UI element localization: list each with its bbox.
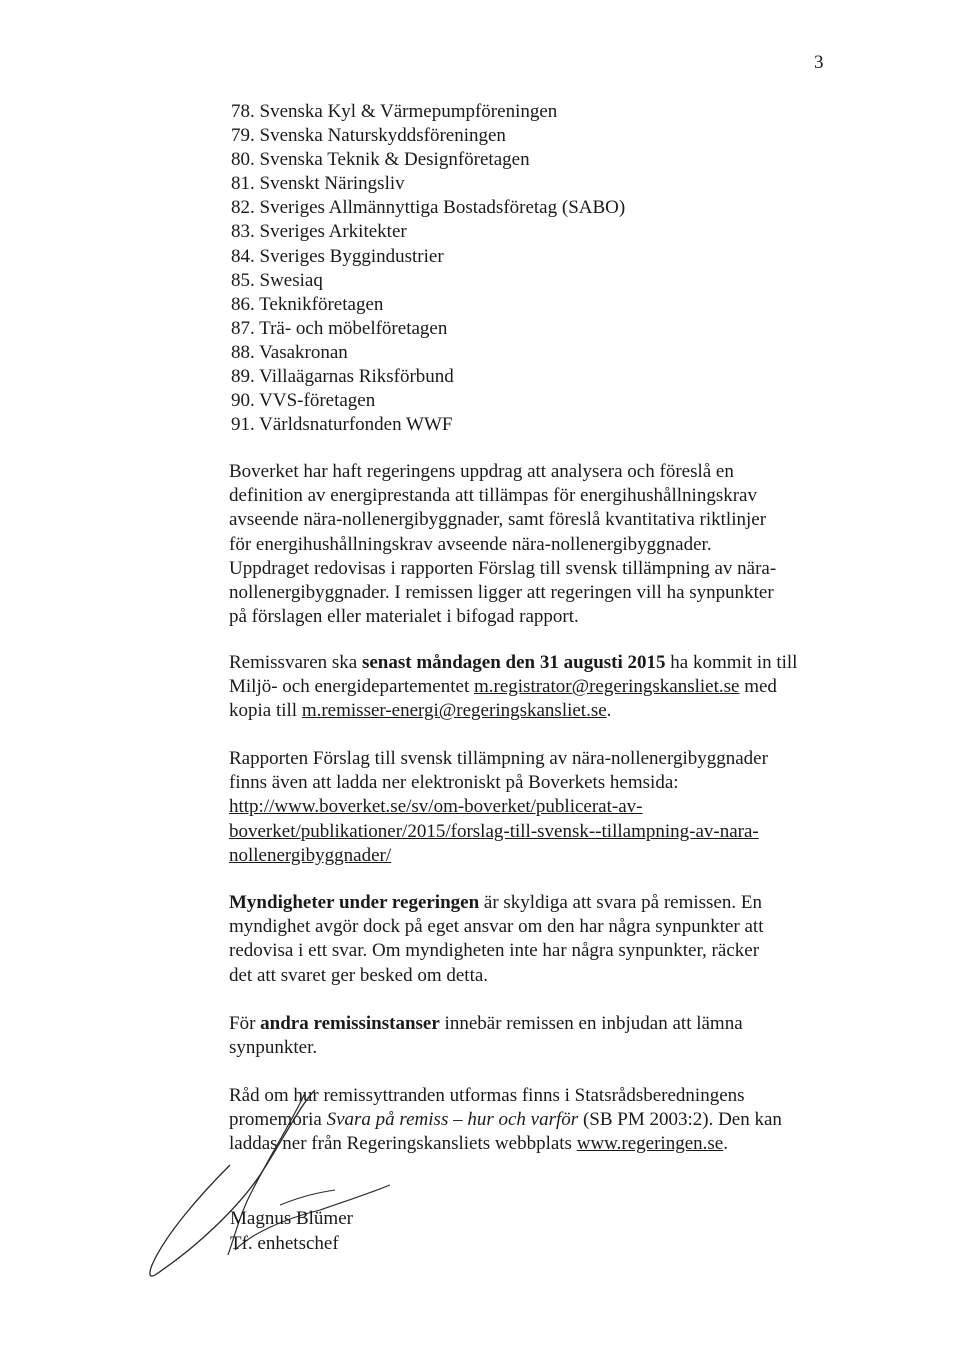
paragraph-line: för energihushållningskrav avseende nära-nollenergibyggnader. (229, 533, 712, 555)
text: För (229, 1013, 261, 1034)
paragraph-line: myndighet avgör dock på eget ansvar om den har några synpunkter att (229, 916, 764, 938)
list-item: 90. VVS-företagen (231, 390, 376, 412)
list-item: 84. Sveriges Byggindustrier (231, 245, 444, 267)
list-item: 91. Världsnaturfonden WWF (231, 414, 453, 436)
list-item: 86. Teknikföretagen (231, 293, 384, 315)
paragraph-line: Råd om hur remissyttranden utformas finns i Statsrådsberedningens (229, 1085, 745, 1106)
paragraph-line: nollenergibyggnader. I remissen ligger att regeringen vill ha synpunkter (229, 582, 774, 604)
signatory-title: Tf. enhetschef (230, 1233, 339, 1254)
text: Miljö- och energidepartementet (229, 676, 474, 698)
authorities-paragraph (229, 891, 839, 988)
other-bodies-bold: andra remissinstanser (260, 1013, 440, 1034)
text: ha kommit in till (665, 652, 798, 673)
signature-block (230, 1206, 353, 1256)
list-item: 79. Svenska Naturskyddsföreningen (231, 125, 506, 147)
paragraph-line: definition av energiprestanda att tillämpas för energihushållningskrav (229, 485, 757, 507)
text: Remissvaren ska (229, 652, 362, 673)
list-item: 87. Trä- och möbelföretagen (231, 317, 448, 339)
boverket-report-link[interactable]: http://www.boverket.se/sv/om-boverket/publicerat-av- (229, 796, 643, 818)
regeringen-website-link[interactable]: www.regeringen.se (576, 1133, 724, 1155)
memo-title: Svara på remiss – hur och varför (326, 1109, 579, 1131)
paragraph-line: Uppdraget redovisas i rapporten Förslag till svensk tillämpning av nära- (229, 557, 777, 579)
list-item: 81. Svenskt Näringsliv (231, 173, 405, 195)
text: . (723, 1133, 728, 1155)
page-number: 3 (814, 52, 824, 73)
list-item: 88. Vasakronan (231, 341, 348, 363)
text: är skyldiga att svara på remissen. En (479, 892, 762, 913)
authorities-bold: Myndigheter under regeringen (229, 892, 480, 913)
text: kopia till (229, 700, 302, 722)
other-bodies-paragraph (229, 1012, 839, 1060)
text: laddas ner från Regeringskansliets webbplats (229, 1133, 577, 1155)
paragraph-line: redovisa i ett svar. Om myndigheten inte har några synpunkter, räcker (229, 940, 760, 962)
list-item: 80. Svenska Teknik & Designföretagen (231, 149, 530, 171)
remisser-email-link[interactable]: m.remisser-energi@regeringskansliet.se (301, 700, 607, 722)
paragraph-line: det att svaret ger besked om detta. (229, 964, 489, 986)
paragraph-line (229, 1012, 839, 1036)
list-item: 89. Villaägarnas Riksförbund (231, 366, 454, 388)
assignment-paragraph (229, 460, 839, 629)
text: . (606, 700, 612, 722)
paragraph-line: Boverket har haft regeringens uppdrag att analysera och föreslå en (229, 461, 734, 482)
boverket-report-link[interactable]: boverket/publikationer/2015/forslag-till-svensk--tillampning-av-nara- (229, 820, 759, 842)
paragraph-line (229, 699, 839, 723)
list-item: 85. Swesiaq (231, 269, 323, 291)
deadline-date: senast måndagen den 31 augusti 2015 (361, 652, 666, 673)
paragraph-line: finns även att ladda ner elektroniskt på Boverkets hemsida: (229, 772, 679, 794)
signatory-name: Magnus Blümer (230, 1208, 353, 1229)
paragraph-line (229, 675, 839, 699)
paragraph-line: synpunkter. (229, 1037, 318, 1059)
paragraph-line (229, 651, 839, 675)
boverket-report-link[interactable]: nollenergibyggnader/ (229, 844, 392, 866)
paragraph-line: på förslagen eller materialet i bifogad rapport. (229, 606, 579, 628)
text: promemoria (229, 1109, 327, 1131)
text: med (739, 676, 777, 698)
text: (SB PM 2003:2). Den kan (578, 1109, 782, 1131)
organization-list (231, 100, 625, 437)
deadline-paragraph (229, 651, 839, 724)
report-download-paragraph (229, 747, 839, 868)
list-item: 78. Svenska Kyl & Värmepumpföreningen (231, 101, 558, 122)
text: innebär remissen en inbjudan att lämna (439, 1013, 743, 1034)
list-item: 83. Sveriges Arkitekter (231, 221, 407, 243)
registrator-email-link[interactable]: m.registrator@regeringskansliet.se (473, 676, 740, 698)
paragraph-line: Rapporten Förslag till svensk tillämpning av nära-nollenergibyggnader (229, 748, 768, 769)
list-item: 82. Sveriges Allmännyttiga Bostadsföretag (SABO) (231, 197, 626, 219)
paragraph-line (229, 891, 839, 915)
paragraph-line: avseende nära-nollenergibyggnader, samt föreslå kvantitativa riktlinjer (229, 509, 767, 531)
